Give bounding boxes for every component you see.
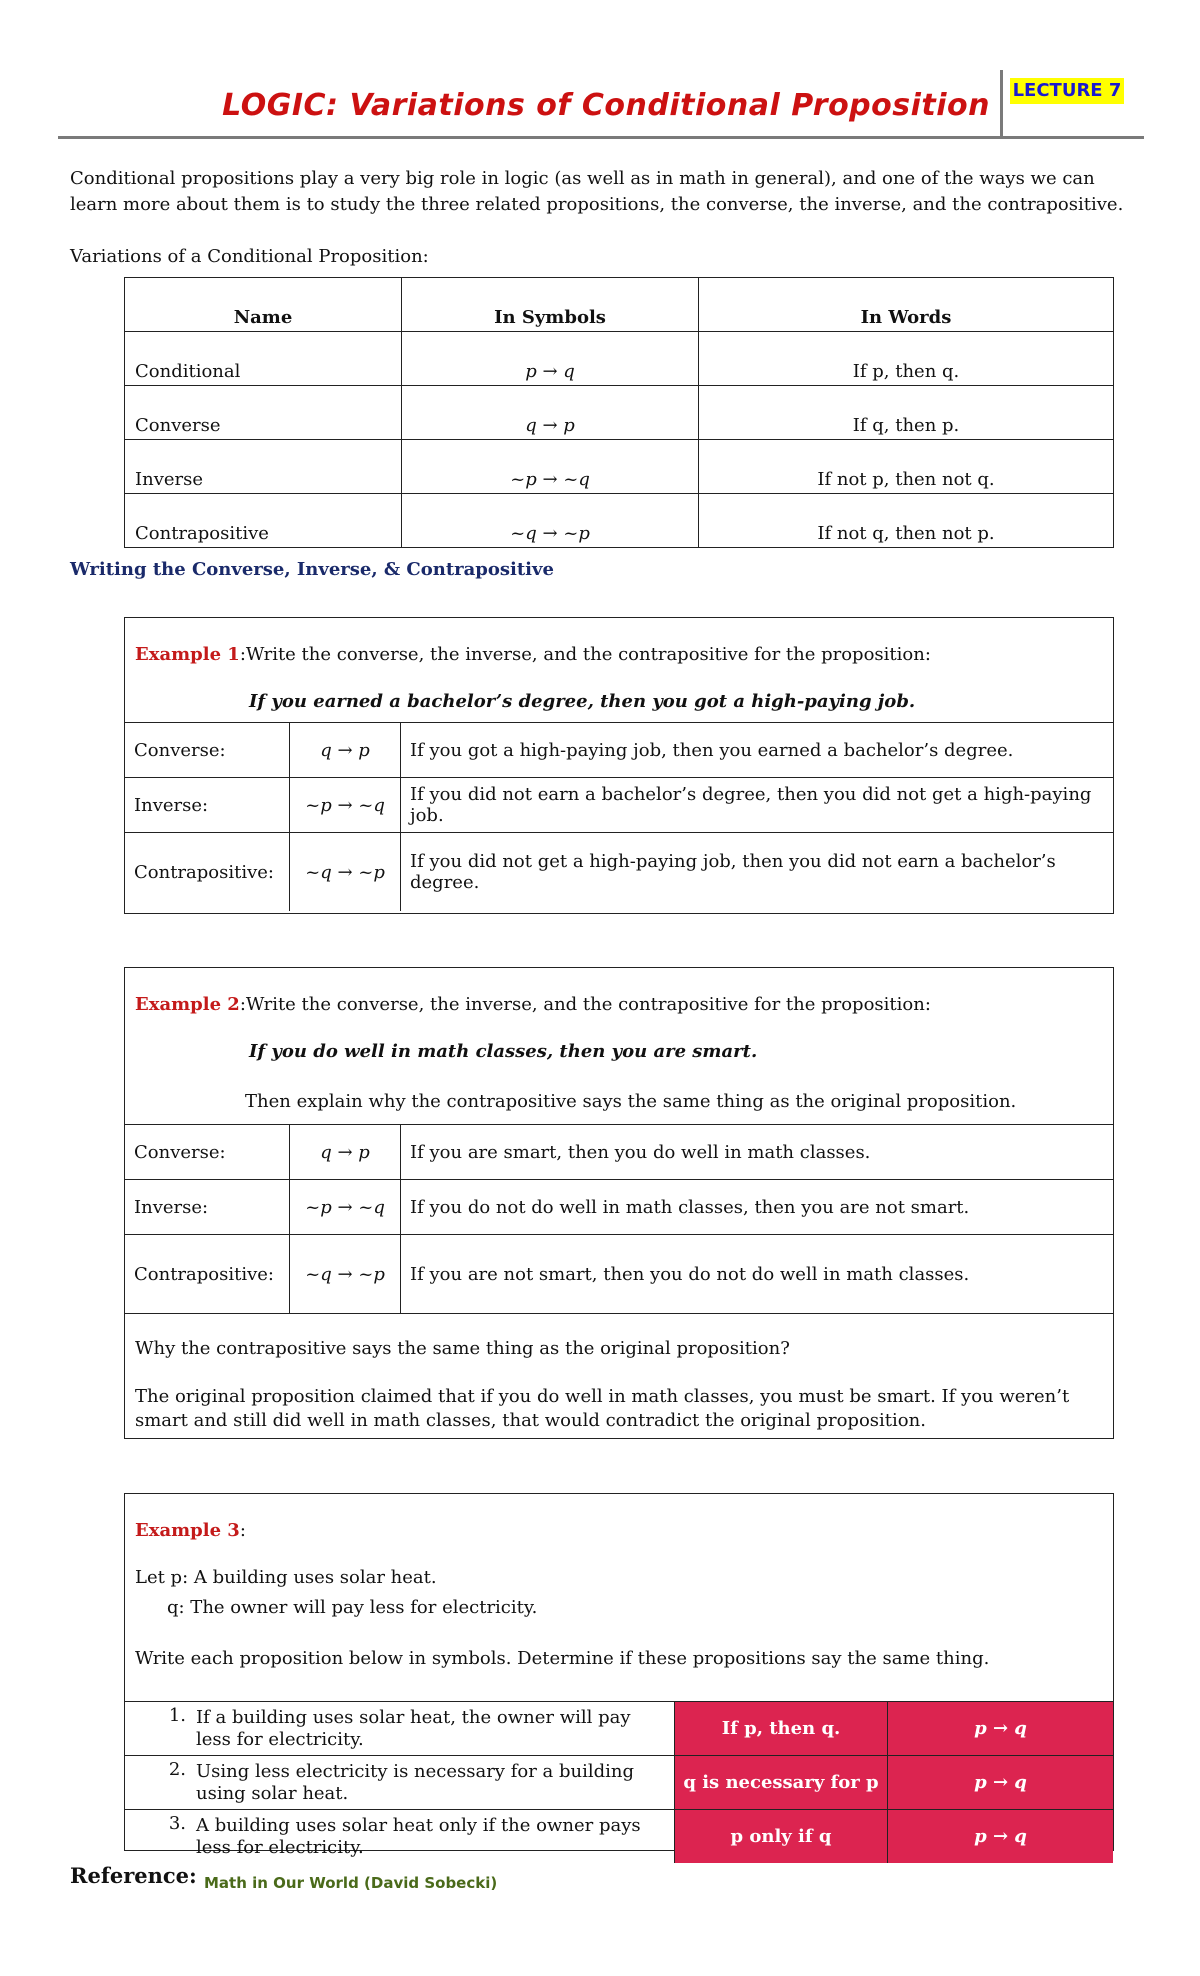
table-row [125, 1125, 1113, 1180]
example-3-header [125, 1494, 1113, 1701]
table-row [125, 1756, 1113, 1810]
example-1-instruction: :Write the converse, the inverse, and the contrapositive for the proposition: [239, 644, 931, 665]
example-3-table [125, 1701, 1113, 1863]
row-text: A building uses solar heat only if the owner pays less for electricity. [194, 1810, 675, 1864]
row-name: Contrapositive [125, 494, 402, 548]
example-1-proposition: If you earned a bachelor’s degree, then you got a high-paying job. [249, 691, 916, 712]
table-row [125, 332, 1114, 386]
example-3-box [124, 1493, 1114, 1858]
example-2-proposition: If you do well in math classes, then you are smart. [249, 1041, 758, 1062]
example-2-table [125, 1124, 1113, 1313]
why-answer: The original proposition claimed that if you do well in math classes, you must be smart. If you weren’t smart and still did well in math classes, that would contradict the original proposition. [135, 1386, 1070, 1431]
lecture-badge: LECTURE 7 [1010, 78, 1124, 104]
intro-paragraph: Conditional propositions play a very big role in logic (as well as in math in general), and one of the ways we can learn more about them is to study the three related propositions, the converse, the inverse, and the contrapositive. [70, 168, 1124, 215]
row-symbols: p → q [402, 332, 699, 386]
row-number: 3. [125, 1810, 194, 1864]
row-symbol: p → q [888, 1756, 1114, 1810]
variations-heading: Variations of a Conditional Proposition: [70, 246, 429, 267]
example-2-instruction-line [135, 994, 931, 1015]
reference-label: Reference: [70, 1863, 197, 1888]
row-symbol: ~p → ~q [290, 778, 401, 833]
col-header-symbols: In Symbols [402, 278, 699, 332]
row-symbol: ~p → ~q [290, 1180, 401, 1235]
table-row [125, 778, 1113, 833]
row-symbols: ~q → ~p [402, 494, 699, 548]
row-symbol: ~q → ~p [290, 1235, 401, 1314]
row-symbols: q → p [402, 386, 699, 440]
section-heading: Writing the Converse, Inverse, & Contrapositive [70, 559, 554, 580]
row-label: Inverse: [125, 1180, 290, 1235]
example-3-instruction: Write each proposition below in symbols. Determine if these propositions say the same thing. [135, 1648, 990, 1669]
row-symbol: q → p [290, 1125, 401, 1180]
row-label: Converse: [125, 1125, 290, 1180]
col-header-words: In Words [699, 278, 1114, 332]
example-3-label: Example 3 [135, 1520, 240, 1541]
header-divider [58, 136, 1144, 139]
row-form: If p, then q. [675, 1702, 888, 1756]
row-form: p only if q [675, 1810, 888, 1864]
table-row [125, 494, 1114, 548]
let-p: Let p: A building uses solar heat. [135, 1567, 437, 1588]
example-2-explanation [125, 1313, 1113, 1440]
example-1-table [125, 722, 1113, 911]
table-row [125, 1702, 1113, 1756]
row-number: 1. [125, 1702, 194, 1756]
table-row [125, 1235, 1113, 1314]
example-2-box [124, 967, 1114, 1439]
row-text: Using less electricity is necessary for a building using solar heat. [194, 1756, 675, 1810]
example-1-instruction-line [135, 644, 931, 665]
row-words: If p, then q. [699, 332, 1114, 386]
variations-table [124, 277, 1114, 548]
row-number: 2. [125, 1756, 194, 1810]
reference-text: Math in Our World (David Sobecki) [204, 1874, 498, 1892]
row-symbol: p → q [888, 1702, 1114, 1756]
row-label: Contrapositive: [125, 833, 290, 912]
row-symbol: p → q [888, 1810, 1114, 1864]
row-words: If q, then p. [699, 386, 1114, 440]
row-symbols: ~p → ~q [402, 440, 699, 494]
example-1-label: Example 1 [135, 644, 240, 665]
row-words: If not q, then not p. [699, 494, 1114, 548]
row-form: q is necessary for p [675, 1756, 888, 1810]
table-row [125, 386, 1114, 440]
col-header-name: Name [125, 278, 402, 332]
row-name: Conditional [125, 332, 402, 386]
example-2-instruction: :Write the converse, the inverse, and the contrapositive for the proposition: [239, 994, 931, 1015]
header-divider-vertical [1000, 70, 1003, 138]
row-name: Converse [125, 386, 402, 440]
variations-header-row [125, 278, 1114, 332]
row-label: Converse: [125, 723, 290, 778]
row-label: Contrapositive: [125, 1235, 290, 1314]
table-row [125, 1180, 1113, 1235]
table-row [125, 723, 1113, 778]
example-3-label-line [135, 1520, 246, 1541]
row-symbol: q → p [290, 723, 401, 778]
why-question: Why the contrapositive says the same thing as the original proposition? [135, 1338, 790, 1359]
example-2-header [125, 968, 1113, 1124]
row-text: If a building uses solar heat, the owner will pay less for electricity. [194, 1702, 675, 1756]
row-text: If you are not smart, then you do not do well in math classes. [401, 1235, 1114, 1314]
example-2-label: Example 2 [135, 994, 240, 1015]
row-text: If you are smart, then you do well in math classes. [401, 1125, 1114, 1180]
example-1-box [124, 617, 1114, 914]
row-name: Inverse [125, 440, 402, 494]
table-row [125, 833, 1113, 912]
example-2-explain: Then explain why the contrapositive says the same thing as the original proposition. [245, 1091, 1017, 1112]
row-text: If you got a high-paying job, then you earned a bachelor’s degree. [401, 723, 1114, 778]
row-label: Inverse: [125, 778, 290, 833]
row-words: If not p, then not q. [699, 440, 1114, 494]
table-row [125, 440, 1114, 494]
row-symbol: ~q → ~p [290, 833, 401, 912]
table-row [125, 1810, 1113, 1864]
row-text: If you did not earn a bachelor’s degree, then you did not get a high-paying job. [401, 778, 1114, 833]
page-title: LOGIC: Variations of Conditional Proposition [222, 88, 990, 123]
row-text: If you do not do well in math classes, then you are not smart. [401, 1180, 1114, 1235]
example-1-header [125, 618, 1113, 722]
example-3-label-suffix: : [239, 1520, 246, 1541]
let-q: q: The owner will pay less for electricity. [167, 1597, 538, 1618]
row-text: If you did not get a high-paying job, then you did not earn a bachelor’s degree. [401, 833, 1114, 912]
